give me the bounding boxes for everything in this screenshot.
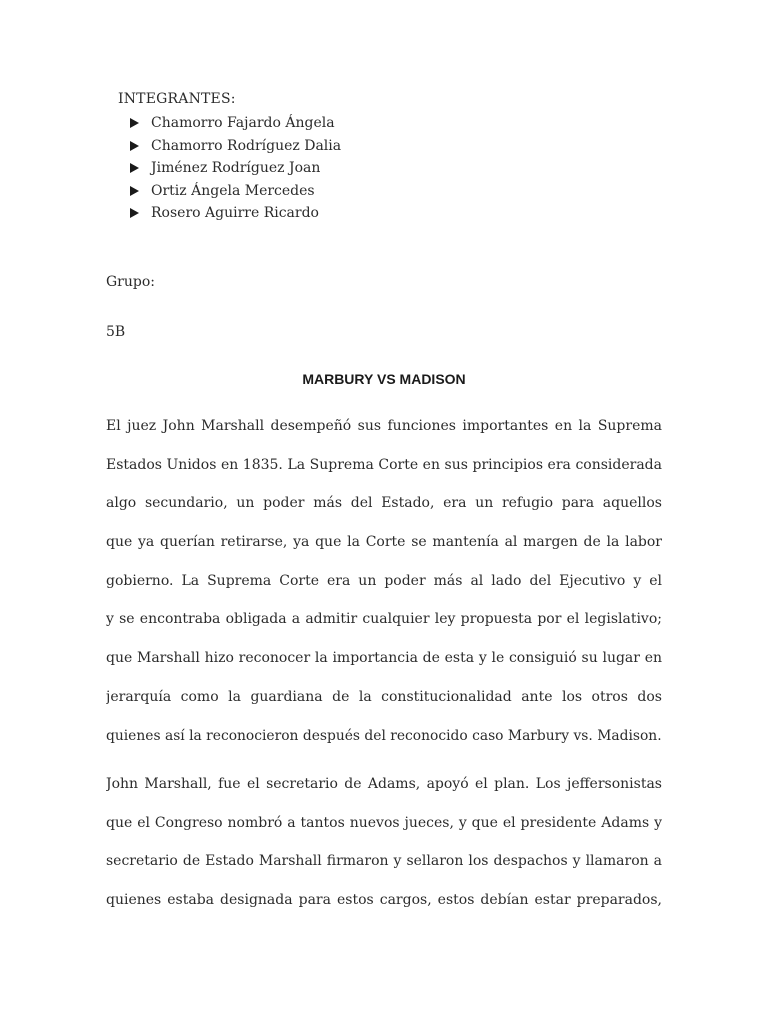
member-name: Chamorro Fajardo Ángela: [151, 115, 335, 131]
paragraph-line: gobierno. La Suprema Corte era un poder más al lado del Ejecutivo y el: [106, 572, 662, 589]
group-label: Grupo:: [106, 274, 155, 290]
paragraph-line: que Marshall hizo reconocer la importancia de esta y le consiguió su lugar en: [106, 650, 662, 667]
members-list: [130, 112, 341, 225]
paragraph-line: que el Congreso nombró a tantos nuevos jueces, y que el presidente Adams y: [106, 814, 662, 831]
paragraph-line: algo secundario, un poder más del Estado, era un refugio para aquellos: [106, 495, 662, 512]
member-name: Jiménez Rodríguez Joan: [151, 160, 321, 176]
group-value: 5B: [106, 324, 126, 340]
arrow-bullet-icon: [130, 163, 139, 173]
paragraph-line: que ya querían retirarse, ya que la Corte se mantenía al margen de la labor: [106, 534, 662, 551]
list-item: [130, 180, 341, 203]
paragraph-line: secretario de Estado Marshall firmaron y sellaron los despachos y llamaron a: [106, 853, 662, 870]
member-name: Rosero Aguirre Ricardo: [151, 205, 319, 221]
member-name: Ortiz Ángela Mercedes: [151, 182, 315, 199]
paragraph-line: quienes estaba designada para estos cargos, estos debían estar preparados,: [106, 892, 662, 909]
paragraph-line: jerarquía como la guardiana de la constitucionalidad ante los otros dos: [106, 688, 662, 705]
member-name: Chamorro Rodríguez Dalia: [151, 137, 342, 154]
list-item: [130, 135, 341, 158]
list-item: [130, 112, 341, 135]
arrow-bullet-icon: [130, 141, 139, 151]
paragraph-line: John Marshall, fue el secretario de Adams, apoyó el plan. Los jeffersonistas: [106, 776, 662, 792]
paragraph-line: Estados Unidos en 1835. La Suprema Corte en sus principios era considerada: [106, 456, 662, 473]
document-title: MARBURY VS MADISON: [302, 371, 466, 387]
paragraph-1: [106, 407, 662, 755]
members-heading: INTEGRANTES:: [118, 91, 236, 107]
paragraph-line: y se encontraba obligada a admitir cualquier ley propuesta por el legislativo;: [106, 611, 662, 628]
arrow-bullet-icon: [130, 118, 139, 128]
paragraph-2: [106, 765, 662, 920]
list-item: [130, 202, 341, 225]
arrow-bullet-icon: [130, 208, 139, 218]
paragraph-line: quienes así la reconocieron después del reconocido caso Marbury vs. Madison.: [106, 727, 662, 744]
paragraph-line: El juez John Marshall desempeñó sus funciones importantes en la Suprema: [106, 418, 662, 434]
arrow-bullet-icon: [130, 186, 139, 196]
list-item: [130, 157, 341, 180]
